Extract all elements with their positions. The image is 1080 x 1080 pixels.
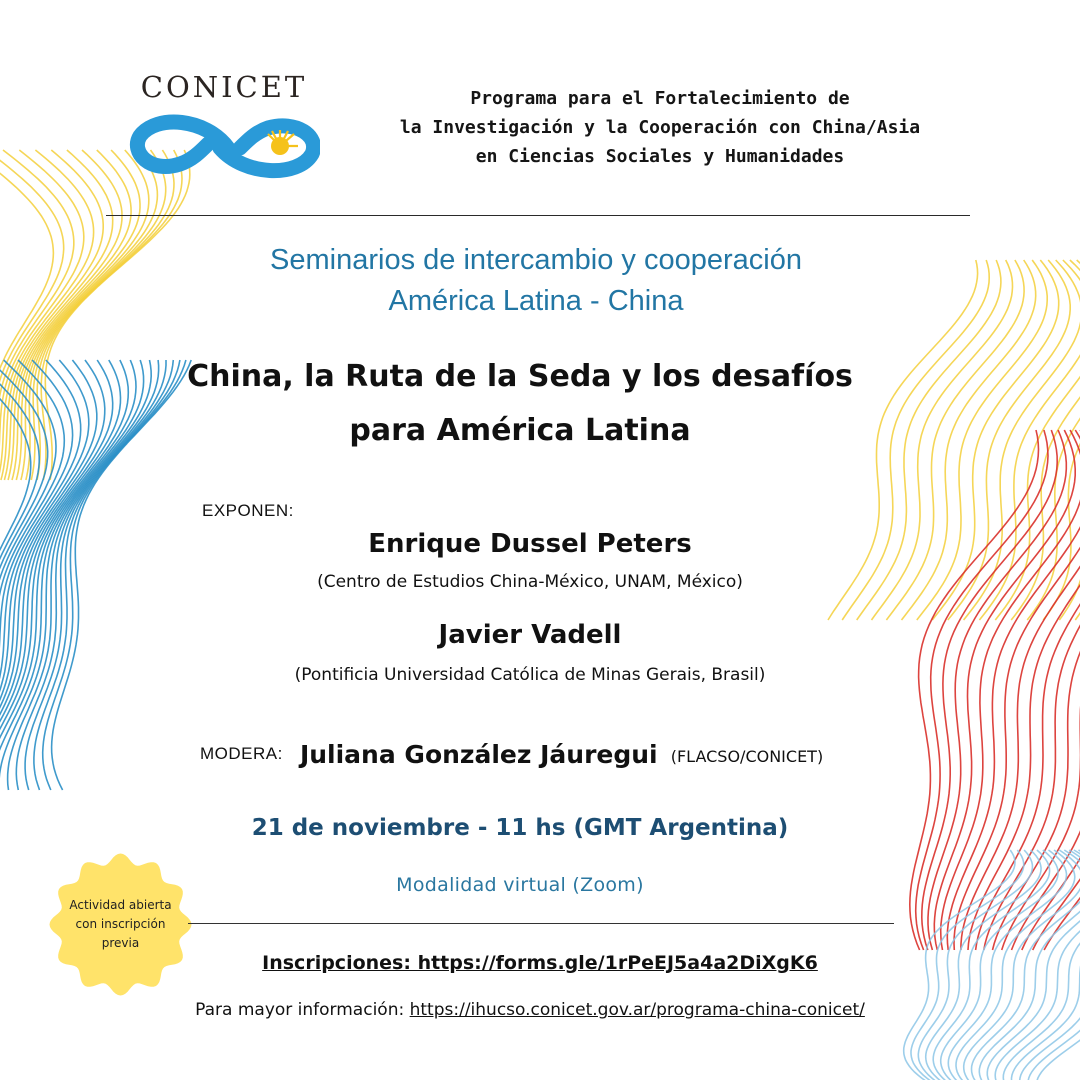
badge-line-1: Actividad abierta bbox=[69, 898, 172, 912]
seminar-title-line-1: China, la Ruta de la Seda y los desafíos bbox=[187, 359, 853, 394]
wave-right-lightblue bbox=[904, 850, 1080, 1080]
wave-right-red bbox=[910, 430, 1080, 950]
open-activity-badge bbox=[48, 852, 193, 997]
program-line-2: la Investigación y la Cooperación con China/Asia bbox=[399, 117, 921, 138]
program-heading bbox=[340, 84, 980, 171]
program-line-1: Programa para el Fortalecimiento de bbox=[470, 88, 850, 109]
badge-text bbox=[61, 896, 181, 953]
seminar-title-line-2: para América Latina bbox=[349, 413, 691, 448]
event-modality: Modalidad virtual (Zoom) bbox=[396, 874, 644, 896]
speakers-label: EXPONEN: bbox=[202, 501, 294, 520]
badge-line-2: con inscripción bbox=[75, 917, 166, 931]
conicet-logo-icon bbox=[128, 112, 320, 182]
conicet-logo-wordmark: CONICET bbox=[140, 70, 308, 104]
moderator-name: Juliana González Jáuregui bbox=[299, 740, 658, 769]
series-line-1: Seminarios de intercambio y cooperación bbox=[270, 244, 802, 276]
wave-right-red-line bbox=[941, 430, 1080, 950]
wave-right-lightblue-line bbox=[979, 850, 1080, 1080]
wave-right-yellow-line bbox=[979, 260, 1080, 620]
speaker-2-name: Javier Vadell bbox=[438, 620, 622, 650]
series-title bbox=[150, 240, 922, 322]
seminar-title bbox=[150, 350, 890, 458]
registration-text[interactable]: Inscripciones: https://forms.gle/1rPeEJ5a4a2DiXgK6 bbox=[262, 952, 818, 974]
moderator-label: MODERA: bbox=[200, 744, 283, 763]
badge-line-3: previa bbox=[101, 936, 140, 950]
program-line-3: en Ciencias Sociales y Humanidades bbox=[475, 146, 845, 167]
wave-right-red-line bbox=[1033, 430, 1080, 950]
series-line-2: América Latina - China bbox=[388, 285, 684, 317]
registration-link[interactable] bbox=[190, 952, 890, 974]
moderator-affiliation: (FLACSO/CONICET) bbox=[670, 747, 824, 766]
speaker-1-name: Enrique Dussel Peters bbox=[368, 529, 692, 559]
event-date: 21 de noviembre - 11 hs (GMT Argentina) bbox=[251, 815, 789, 841]
divider-bottom bbox=[188, 923, 894, 924]
wave-right-red-line bbox=[922, 430, 1057, 950]
divider-top bbox=[106, 215, 970, 216]
wave-right-yellow-line bbox=[1075, 260, 1080, 620]
more-info-prefix: Para mayor información: bbox=[195, 1000, 410, 1020]
moderator-row bbox=[200, 740, 900, 769]
speaker-2-affiliation: (Pontificia Universidad Católica de Minas Gerais, Brasil) bbox=[294, 665, 766, 685]
more-info bbox=[120, 1000, 940, 1020]
more-info-link[interactable]: https://ihucso.conicet.gov.ar/programa-china-conicet/ bbox=[409, 1000, 865, 1020]
speaker-1-affiliation: (Centro de Estudios China-México, UNAM, México) bbox=[317, 572, 743, 592]
